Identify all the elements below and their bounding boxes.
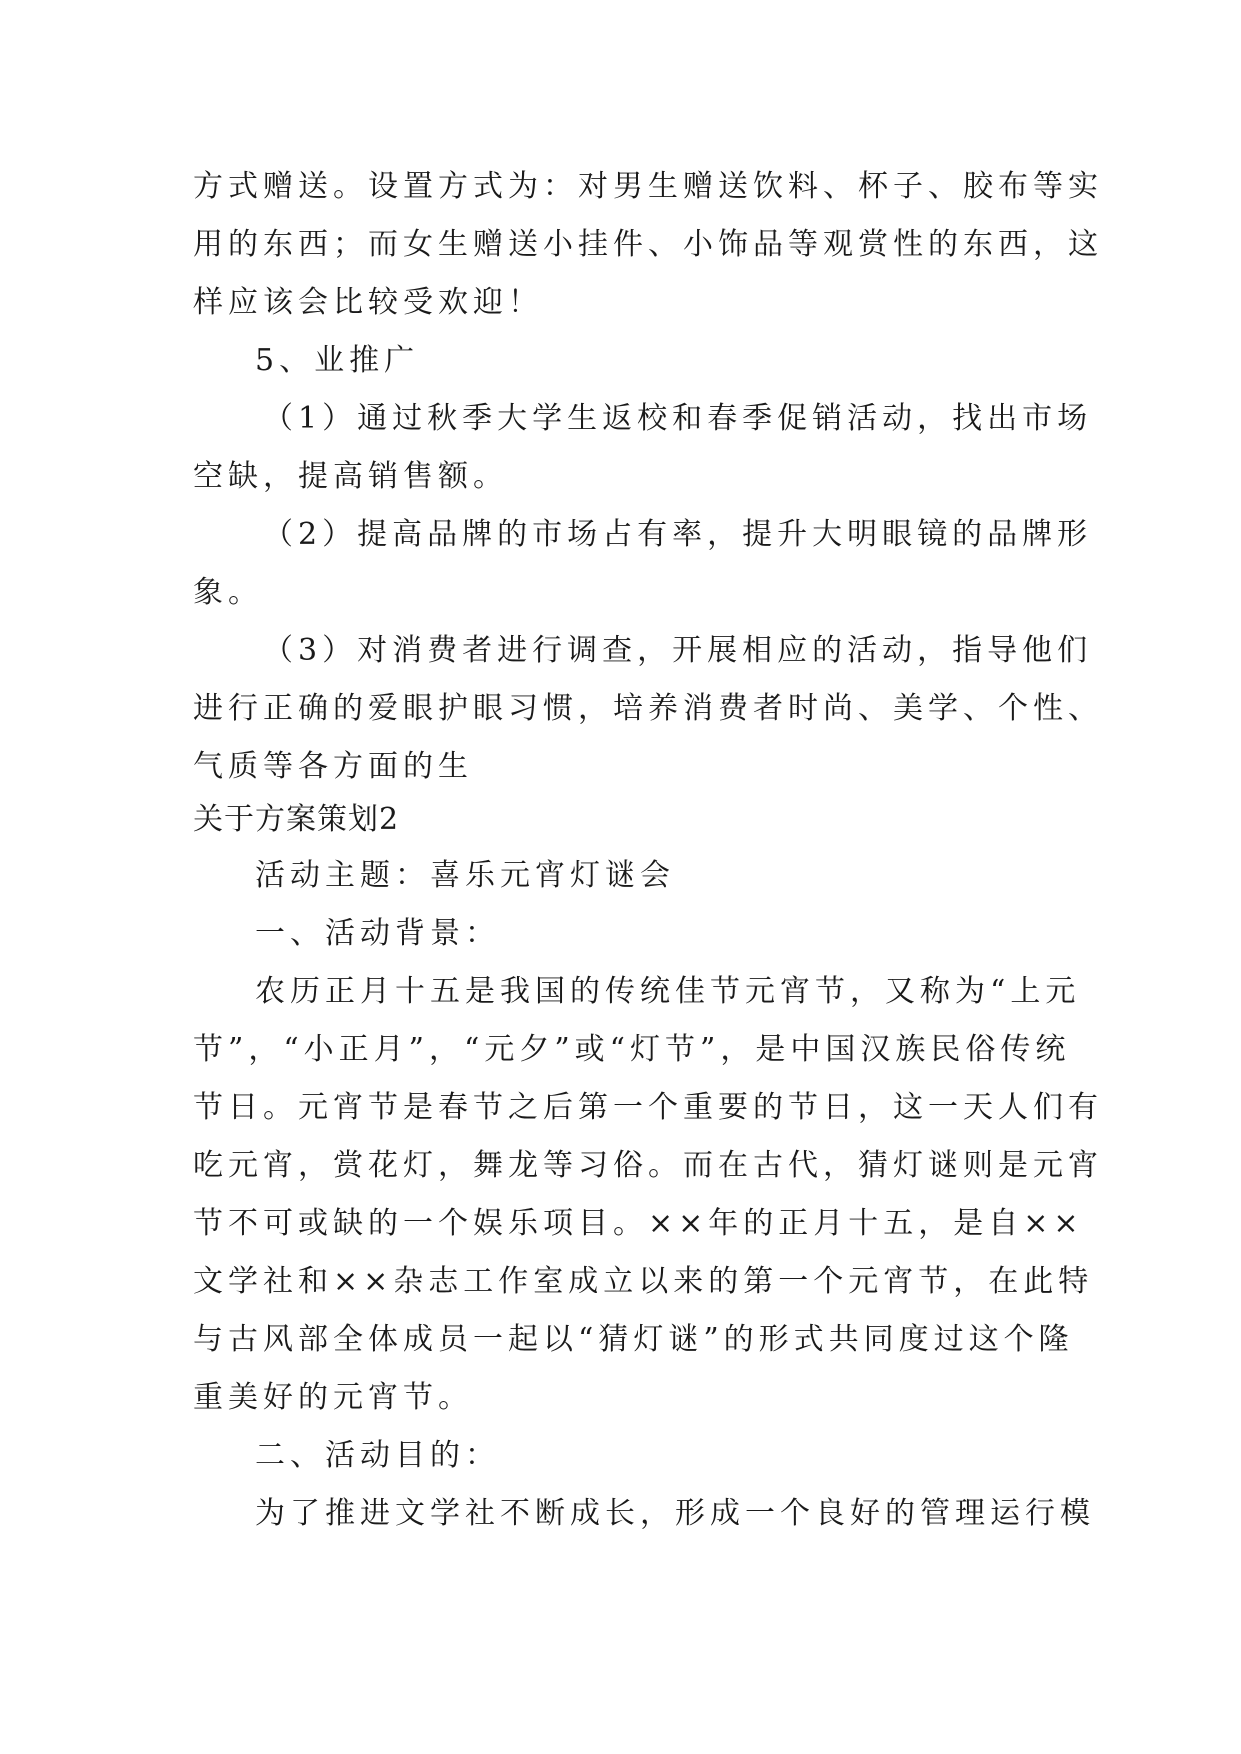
paragraph-line: 为了推进文学社不断成长，形成一个良好的管理运行模: [255, 1496, 1095, 1531]
list-item: （2）提高品牌的市场占有率，提升大明眼镜的品牌形: [263, 517, 1093, 552]
section-heading: 二、活动目的：: [255, 1438, 500, 1473]
paragraph-line: 方式赠送。设置方式为：对男生赠送饮料、杯子、胶布等实: [193, 169, 1103, 204]
paragraph-line: 样应该会比较受欢迎！: [193, 285, 543, 320]
list-item: （3）对消费者进行调查，开展相应的活动，指导他们: [263, 633, 1093, 668]
paragraph-line: 节”，“小正月”，“元夕”或“灯节”，是中国汉族民俗传统: [193, 1032, 1071, 1067]
paragraph-line: 用的东西；而女生赠送小挂件、小饰品等观赏性的东西，这: [193, 227, 1103, 262]
activity-theme: 活动主题：喜乐元宵灯谜会: [255, 858, 675, 893]
paragraph-line: 重美好的元宵节。: [193, 1380, 473, 1415]
paragraph-line: 空缺，提高销售额。: [193, 459, 508, 494]
paragraph-line: 节日。元宵节是春节之后第一个重要的节日，这一天人们有: [193, 1090, 1103, 1125]
paragraph-line: 农历正月十五是我国的传统佳节元宵节，又称为“上元: [255, 974, 1081, 1009]
document-title: 关于方案策划2: [193, 802, 400, 837]
paragraph-line: 气质等各方面的生: [193, 749, 473, 784]
section-heading: 5、业推广: [255, 343, 420, 378]
paragraph-line: 与古风部全体成员一起以“猜灯谜”的形式共同度过这个隆: [193, 1322, 1074, 1357]
paragraph-line: 进行正确的爱眼护眼习惯，培养消费者时尚、美学、个性、: [193, 691, 1103, 726]
paragraph-line: 节不可或缺的一个娱乐项目。××年的正月十五，是自××: [193, 1206, 1084, 1241]
paragraph-line: 象。: [193, 575, 263, 610]
paragraph-line: 吃元宵，赏花灯，舞龙等习俗。而在古代，猜灯谜则是元宵: [193, 1148, 1103, 1183]
paragraph-line: 文学社和××杂志工作室成立以来的第一个元宵节，在此特: [193, 1264, 1094, 1299]
list-item: （1）通过秋季大学生返校和春季促销活动，找出市场: [263, 401, 1093, 436]
section-heading: 一、活动背景：: [255, 916, 500, 951]
